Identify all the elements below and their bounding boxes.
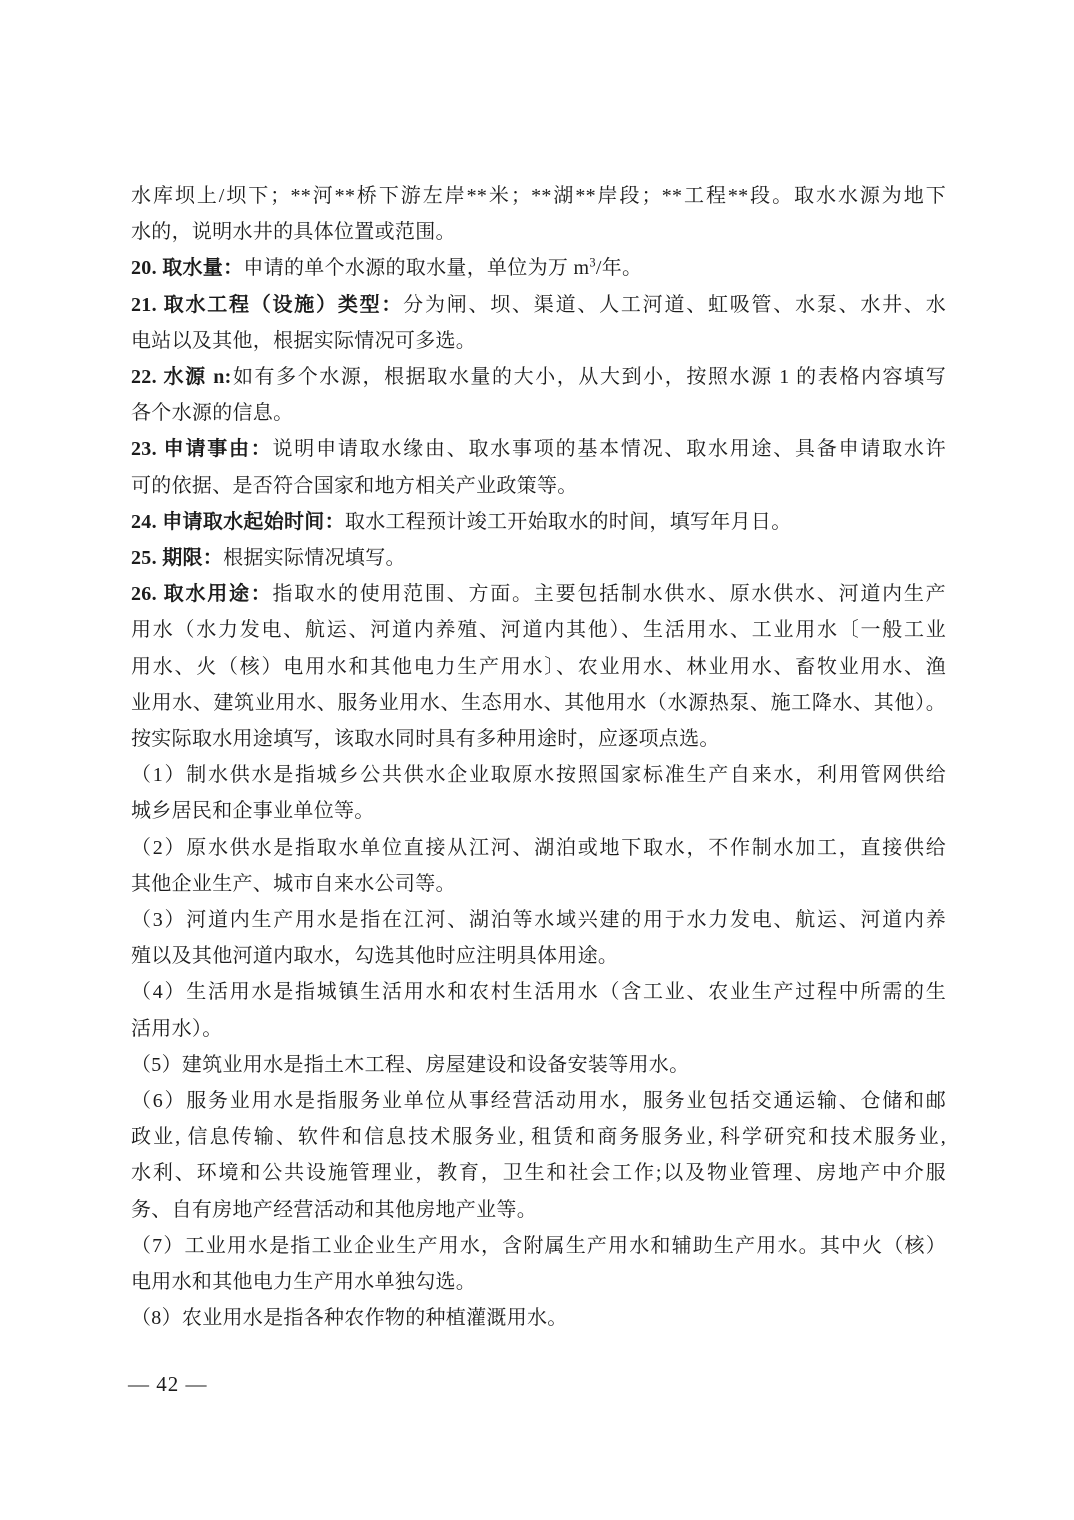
text-line	[131, 468, 946, 504]
text-line	[131, 504, 946, 540]
superscript: 3	[589, 255, 596, 270]
text-line	[131, 866, 946, 902]
text-line	[131, 902, 946, 938]
text-run: 说明申请取水缘由、取水事项的基本情况、取水用途、具备申请取水许	[272, 438, 946, 461]
text-run: 分为闸、坝、渠道、人工河道、虹吸管、水泵、水井、水	[403, 293, 947, 316]
text-line	[131, 793, 946, 829]
text-run: 指取水的使用范围、方面。主要包括制水供水、原水供水、河道内生产	[272, 583, 946, 606]
text-run: 用水（水力发电、航运、河道内养殖、河道内其他）、生活用水、工业用水〔一般工业	[131, 619, 946, 642]
text-run: 电站以及其他，根据实际情况可多选。	[131, 329, 477, 352]
text-line	[131, 1011, 946, 1047]
item-label: 26. 取水用途：	[131, 583, 273, 606]
text-run: 殖以及其他河道内取水，勾选其他时应注明具体用途。	[131, 945, 619, 968]
text-line	[131, 1119, 946, 1155]
text-run: （3）河道内生产用水是指在江河、湖泊等水域兴建的用于水力发电、航运、河道内养	[131, 909, 946, 932]
item-label: 20. 取水量：	[131, 257, 244, 280]
text-line	[131, 721, 946, 757]
paragraph	[131, 287, 946, 359]
item-label: 23. 申请事由：	[131, 438, 273, 461]
item-label: 24. 申请取水起始时间：	[131, 510, 345, 533]
text-line	[131, 395, 946, 431]
text-run: 电用水和其他电力生产用水单独勾选。	[131, 1271, 477, 1294]
text-run: 各个水源的信息。	[131, 402, 294, 425]
paragraph	[131, 830, 946, 902]
text-line	[131, 1155, 946, 1191]
text-line	[131, 359, 946, 395]
text-run: 取水工程预计竣工开始取水的时间，填写年月日。	[344, 510, 792, 533]
text-line	[131, 540, 946, 576]
text-line	[131, 974, 946, 1010]
text-run: （1）制水供水是指城乡公共供水企业取原水按照国家标准生产自来水，利用管网供给	[131, 764, 946, 787]
text-run: 水利、环境和公共设施管理业，教育，卫生和社会工作;以及物业管理、房地产中介服	[131, 1162, 946, 1185]
text-run: 按实际取水用途填写，该取水同时具有多种用途时，应逐项点选。	[131, 728, 720, 751]
text-line	[131, 214, 946, 250]
text-line	[131, 576, 946, 612]
item-label: 21. 取水工程（设施）类型：	[131, 293, 404, 316]
paragraph	[131, 1228, 946, 1300]
document-body	[131, 178, 946, 1337]
paragraph	[131, 504, 946, 540]
paragraph	[131, 359, 946, 431]
text-line	[131, 323, 946, 359]
text-line	[131, 250, 946, 286]
text-line	[131, 1300, 946, 1336]
text-run: 业用水、建筑业用水、服务业用水、生态用水、其他用水（水源热泵、施工降水、其他）。	[131, 691, 946, 714]
text-line	[131, 1192, 946, 1228]
text-line	[131, 649, 946, 685]
text-line	[131, 431, 946, 467]
item-label: 25. 期限：	[131, 547, 224, 570]
text-run: /年。	[595, 257, 643, 280]
text-line	[131, 1228, 946, 1264]
text-run: 申请的单个水源的取水量，单位为万 m	[243, 257, 590, 280]
text-line	[131, 1264, 946, 1300]
text-line	[131, 287, 946, 323]
text-run: 可的依据、是否符合国家和地方相关产业政策等。	[131, 474, 578, 497]
text-line	[131, 178, 946, 214]
text-line	[131, 830, 946, 866]
text-run: 如有多个水源，根据取水量的大小，从大到小，按照水源 1 的表格内容填写	[231, 366, 947, 389]
item-label: 22. 水源 n:	[131, 366, 232, 389]
text-run: 政业, 信息传输、软件和信息技术服务业, 租赁和商务服务业, 科学研究和技术服务业,	[131, 1126, 946, 1149]
text-run: （8）农业用水是指各种农作物的种植灌溉用水。	[131, 1307, 568, 1330]
text-run: 活用水）。	[131, 1017, 223, 1040]
paragraph	[131, 540, 946, 576]
text-line	[131, 685, 946, 721]
text-run: （4）生活用水是指城镇生活用水和农村生活用水（含工业、农业生产过程中所需的生	[131, 981, 946, 1004]
text-run: （6）服务业用水是指服务业单位从事经营活动用水，服务业包括交通运输、仓储和邮	[131, 1090, 946, 1113]
text-line	[131, 1083, 946, 1119]
paragraph	[131, 1083, 946, 1228]
paragraph	[131, 974, 946, 1046]
page-number: — 42 —	[128, 1372, 208, 1396]
text-run: （5）建筑业用水是指土木工程、房屋建设和设备安装等用水。	[131, 1053, 690, 1076]
text-line	[131, 938, 946, 974]
text-run: 城乡居民和企事业单位等。	[131, 800, 375, 823]
paragraph	[131, 757, 946, 829]
paragraph	[131, 431, 946, 503]
text-run: 用水、火（核）电用水和其他电力生产用水〕、农业用水、林业用水、畜牧业用水、渔	[131, 655, 946, 678]
text-line	[131, 612, 946, 648]
paragraph	[131, 576, 946, 757]
text-run: （7）工业用水是指工业企业生产用水，含附属生产用水和辅助生产用水。其中火（核）	[131, 1234, 946, 1257]
paragraph	[131, 1047, 946, 1083]
paragraph	[131, 902, 946, 974]
text-run: （2）原水供水是指取水单位直接从江河、湖泊或地下取水，不作制水加工，直接供给	[131, 836, 946, 859]
text-line	[131, 757, 946, 793]
text-run: 其他企业生产、城市自来水公司等。	[131, 872, 456, 895]
text-run: 根据实际情况填写。	[223, 547, 406, 570]
text-run: 水的，说明水井的具体位置或范围。	[131, 221, 456, 244]
paragraph	[131, 178, 946, 250]
text-line	[131, 1047, 946, 1083]
paragraph	[131, 250, 946, 286]
paragraph	[131, 1300, 946, 1336]
text-run: 务、自有房地产经营活动和其他房地产业等。	[131, 1198, 537, 1221]
text-run: 水库坝上/坝下；**河**桥下游左岸**米；**湖**岸段；**工程**段。取水水源为地下	[131, 185, 946, 207]
